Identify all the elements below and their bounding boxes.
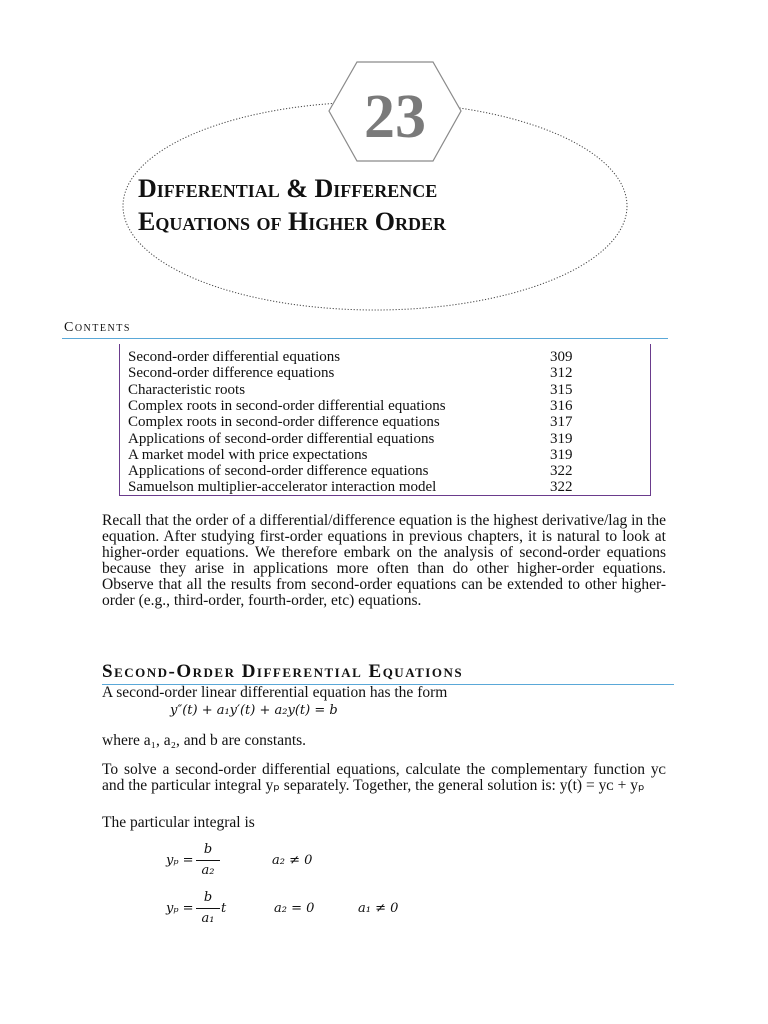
formula1-lhs: yₚ = (166, 853, 194, 868)
chapter-title-line2: Equations of Higher Order (138, 207, 446, 236)
toc-item-title: Second-order differential equations (128, 349, 341, 365)
toc-item-page: 319 (550, 430, 573, 447)
section-heading: Second-Order Differential Equations (102, 661, 464, 682)
formula2-denominator: a₁ (201, 911, 215, 926)
toc-item-page: 322 (550, 463, 573, 480)
fraction-bar (196, 908, 220, 909)
formula1-numerator: b (203, 842, 213, 857)
toc-item (128, 414, 648, 430)
toc-item-page: 316 (550, 397, 573, 414)
toc-item-page: 309 (550, 349, 573, 365)
intro-paragraph: Recall that the order of a differential/difference equation is the highest derivative/lag in the equation. After studying first-order equations in previous chapters, it is natural to look at higher-order equations. We therefore embark on the analysis of second-order equations because they arise in applications more often than do other higher-order equations. Observe that all the results from second-order equations can be extended to other higher-order (e.g., third-order, fourth-order, etc) equations. (102, 512, 666, 609)
toc-item-title: A market model with price expectations (128, 446, 368, 463)
toc-item-title: Applications of second-order difference equations (128, 463, 429, 480)
toc-item-title: Samuelson multiplier-accelerator interaction model (128, 479, 437, 496)
toc-item (128, 365, 648, 381)
particular-label: The particular integral is (102, 814, 255, 831)
section-intro-line: A second-order linear differential equation has the form (102, 684, 448, 701)
toc-item (128, 349, 648, 365)
contents-label: Contents (64, 320, 131, 335)
contents-divider (62, 338, 668, 339)
toc-item-title: Complex roots in second-order difference equations (128, 414, 440, 431)
chapter-title (138, 172, 658, 238)
toc-item-page: 319 (550, 446, 573, 463)
toc-item-title: Applications of second-order differential equations (128, 430, 435, 447)
toc-item (128, 463, 648, 479)
formula2-condition2: a₁ ≠ 0 (358, 901, 399, 916)
formula1-denominator: a₂ (201, 863, 215, 878)
chapter-title-line1: Differential & Difference (138, 174, 438, 203)
where-line: where a₁, a₂, and b are constants. (102, 732, 307, 749)
fraction-bar (196, 860, 220, 861)
toc-item-page: 312 (550, 365, 573, 382)
toc-item (128, 398, 648, 414)
chapter-number: 23 (364, 83, 426, 151)
toc-item-page: 322 (550, 479, 573, 496)
toc-item (128, 382, 648, 398)
formula1-condition: a₂ ≠ 0 (272, 853, 313, 868)
chapter-decoration (0, 0, 768, 340)
toc-item-page: 317 (550, 414, 573, 431)
formula2-suffix: t (221, 901, 227, 916)
formula2-fraction (196, 890, 220, 927)
formula1-fraction (196, 842, 220, 879)
toc-item (128, 447, 648, 463)
toc-item-title: Characteristic roots (128, 381, 246, 398)
formula2-numerator: b (203, 890, 213, 905)
toc-item-page: 315 (550, 381, 573, 398)
toc-item (128, 479, 648, 495)
formula2-lhs: yₚ = (166, 901, 194, 916)
solve-paragraph: To solve a second-order differential equations, calculate the complementary function yᴄ and the particular integral yₚ separately. Together, the general solution is: y(t) = yᴄ + yₚ (102, 761, 666, 794)
toc-item (128, 431, 648, 447)
main-equation: y″(t) + a₁y′(t) + a₂y(t) = b (170, 703, 338, 718)
formula2-condition1: a₂ = 0 (274, 901, 315, 916)
toc-item-title: Complex roots in second-order differential equations (128, 397, 446, 414)
toc-item-title: Second-order difference equations (128, 365, 335, 382)
